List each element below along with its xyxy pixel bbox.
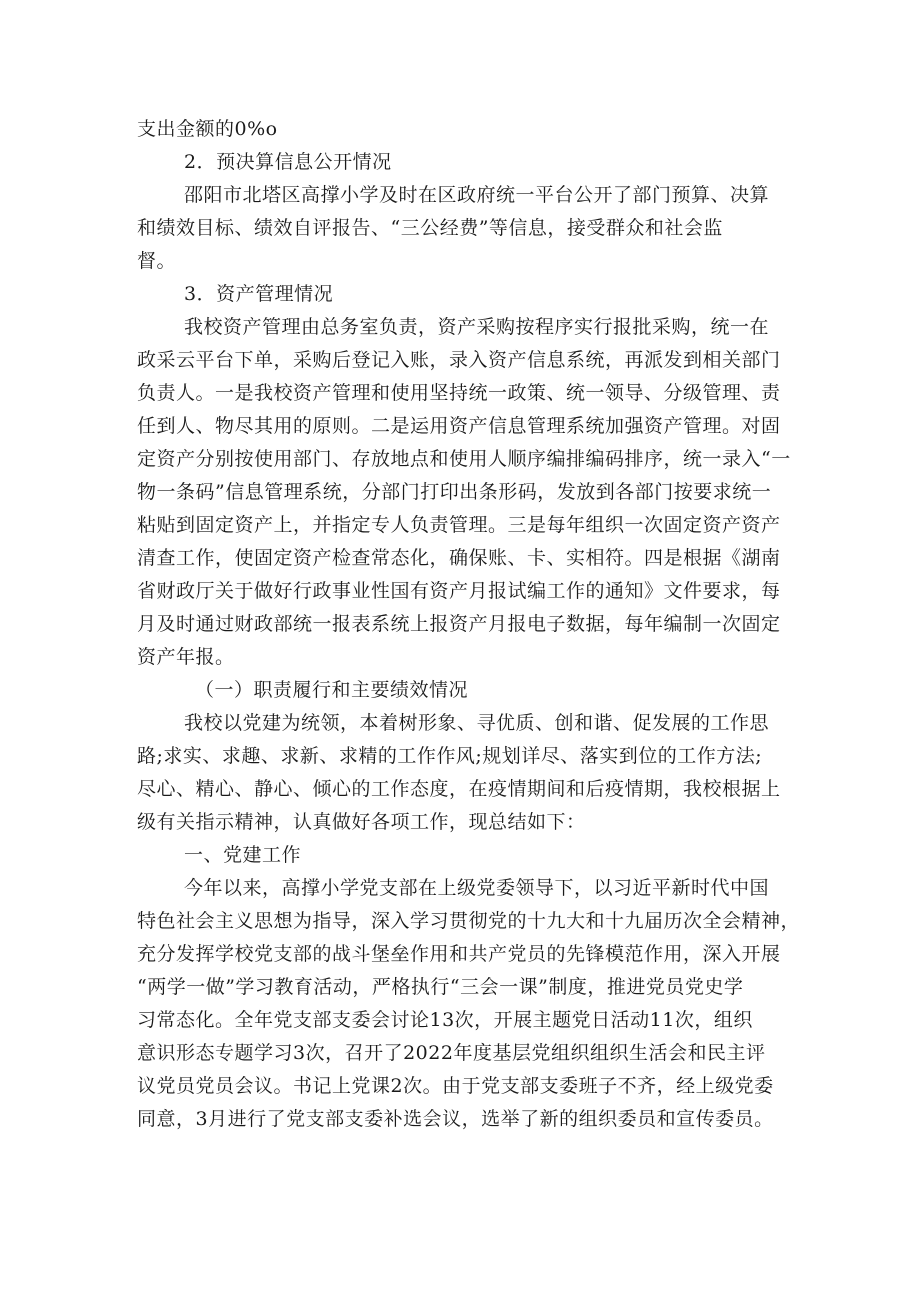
paragraph-line: 议党员党员会议。书记上党课2次。由于党支部支委班子不齐，经上级党委 [137, 1075, 774, 1097]
paragraph-line: 督。 [137, 250, 177, 272]
document-body [137, 113, 817, 1136]
paragraph-line: 政采云平台下单，采购后登记入账，录入资产信息系统，再派发到相关部门 [137, 349, 781, 371]
paragraph-line: 省财政厅关于做好行政事业性国有资产月报试编工作的通知》文件要求，每 [137, 580, 781, 602]
paragraph-line: 任到人、物尽其用的原则。二是运用资产信息管理系统加强资产管理。对固 [137, 415, 781, 437]
paragraph-line: 负责人。一是我校资产管理和使用坚持统一政策、统一领导、分级管理、责 [137, 382, 781, 404]
paragraph-line: 充分发挥学校党支部的战斗堡垒作用和共产党员的先锋模范作用，深入开展 [137, 943, 781, 965]
paragraph-line: 和绩效目标、绩效自评报告、“三公经费”等信息，接受群众和社会监 [137, 217, 723, 239]
paragraph-line: 尽心、精心、静心、倾心的工作态度，在疫情期间和后疫情期，我校根据上 [137, 778, 781, 800]
paragraph-line: 习常态化。全年党支部支委会讨论13次，开展主题党日活动11次，组织 [137, 1009, 753, 1031]
paragraph-line: 清查工作，使固定资产检查常态化，确保账、卡、实相符。四是根据《湖南 [137, 547, 781, 569]
text-line: 支出金额的0%o [137, 118, 278, 140]
paragraph-line: 邵阳市北塔区高撑小学及时在区政府统一平台公开了部门预算、决算 [184, 184, 770, 206]
paragraph-line: 同意，3月进行了党支部支委补选会议，选举了新的组织委员和宣传委员。 [137, 1108, 774, 1130]
section-heading: （一）职责履行和主要绩效情况 [195, 679, 469, 701]
paragraph-line: 意识形态专题学习3次，召开了2022年度基层党组织组织生活会和民主评 [137, 1042, 766, 1064]
section-heading: 2．预决算信息公开情况 [184, 151, 392, 173]
paragraph-line: 我校以党建为统领，本着树形象、寻优质、创和谐、促发展的工作思 [184, 712, 770, 734]
section-heading: 一、党建工作 [184, 844, 302, 866]
paragraph-line: 路;求实、求趣、求新、求精的工作作风;规划详尽、落实到位的工作方法; [137, 745, 763, 767]
paragraph-line: 资产年报。 [137, 646, 235, 668]
paragraph-line: 物一条码”信息管理系统，分部门打印出条形码，发放到各部门按要求统一 [137, 481, 772, 503]
section-heading: 3．资产管理情况 [184, 283, 334, 305]
paragraph-line: 月及时通过财政部统一报表系统上报资产月报电子数据，每年编制一次固定 [137, 613, 781, 635]
paragraph-line: 我校资产管理由总务室负责，资产采购按程序实行报批采购，统一在 [184, 316, 770, 338]
paragraph-line: 特色社会主义思想为指导，深入学习贯彻党的十九大和十九届历次全会精神， [137, 910, 801, 932]
paragraph-line: 定资产分别按使用部门、存放地点和使用人顺序编排编码排序，统一录入“一 [137, 448, 791, 470]
paragraph-line: 今年以来，高撑小学党支部在上级党委领导下，以习近平新时代中国 [184, 877, 770, 899]
paragraph-line: 粘贴到固定资产上，并指定专人负责管理。三是每年组织一次固定资产资产 [137, 514, 781, 536]
paragraph-line: 级有关指示精神，认真做好各项工作，现总结如下： [137, 811, 586, 833]
paragraph-line: “两学一做”学习教育活动，严格执行“三会一课”制度，推进党员党史学 [137, 976, 744, 998]
